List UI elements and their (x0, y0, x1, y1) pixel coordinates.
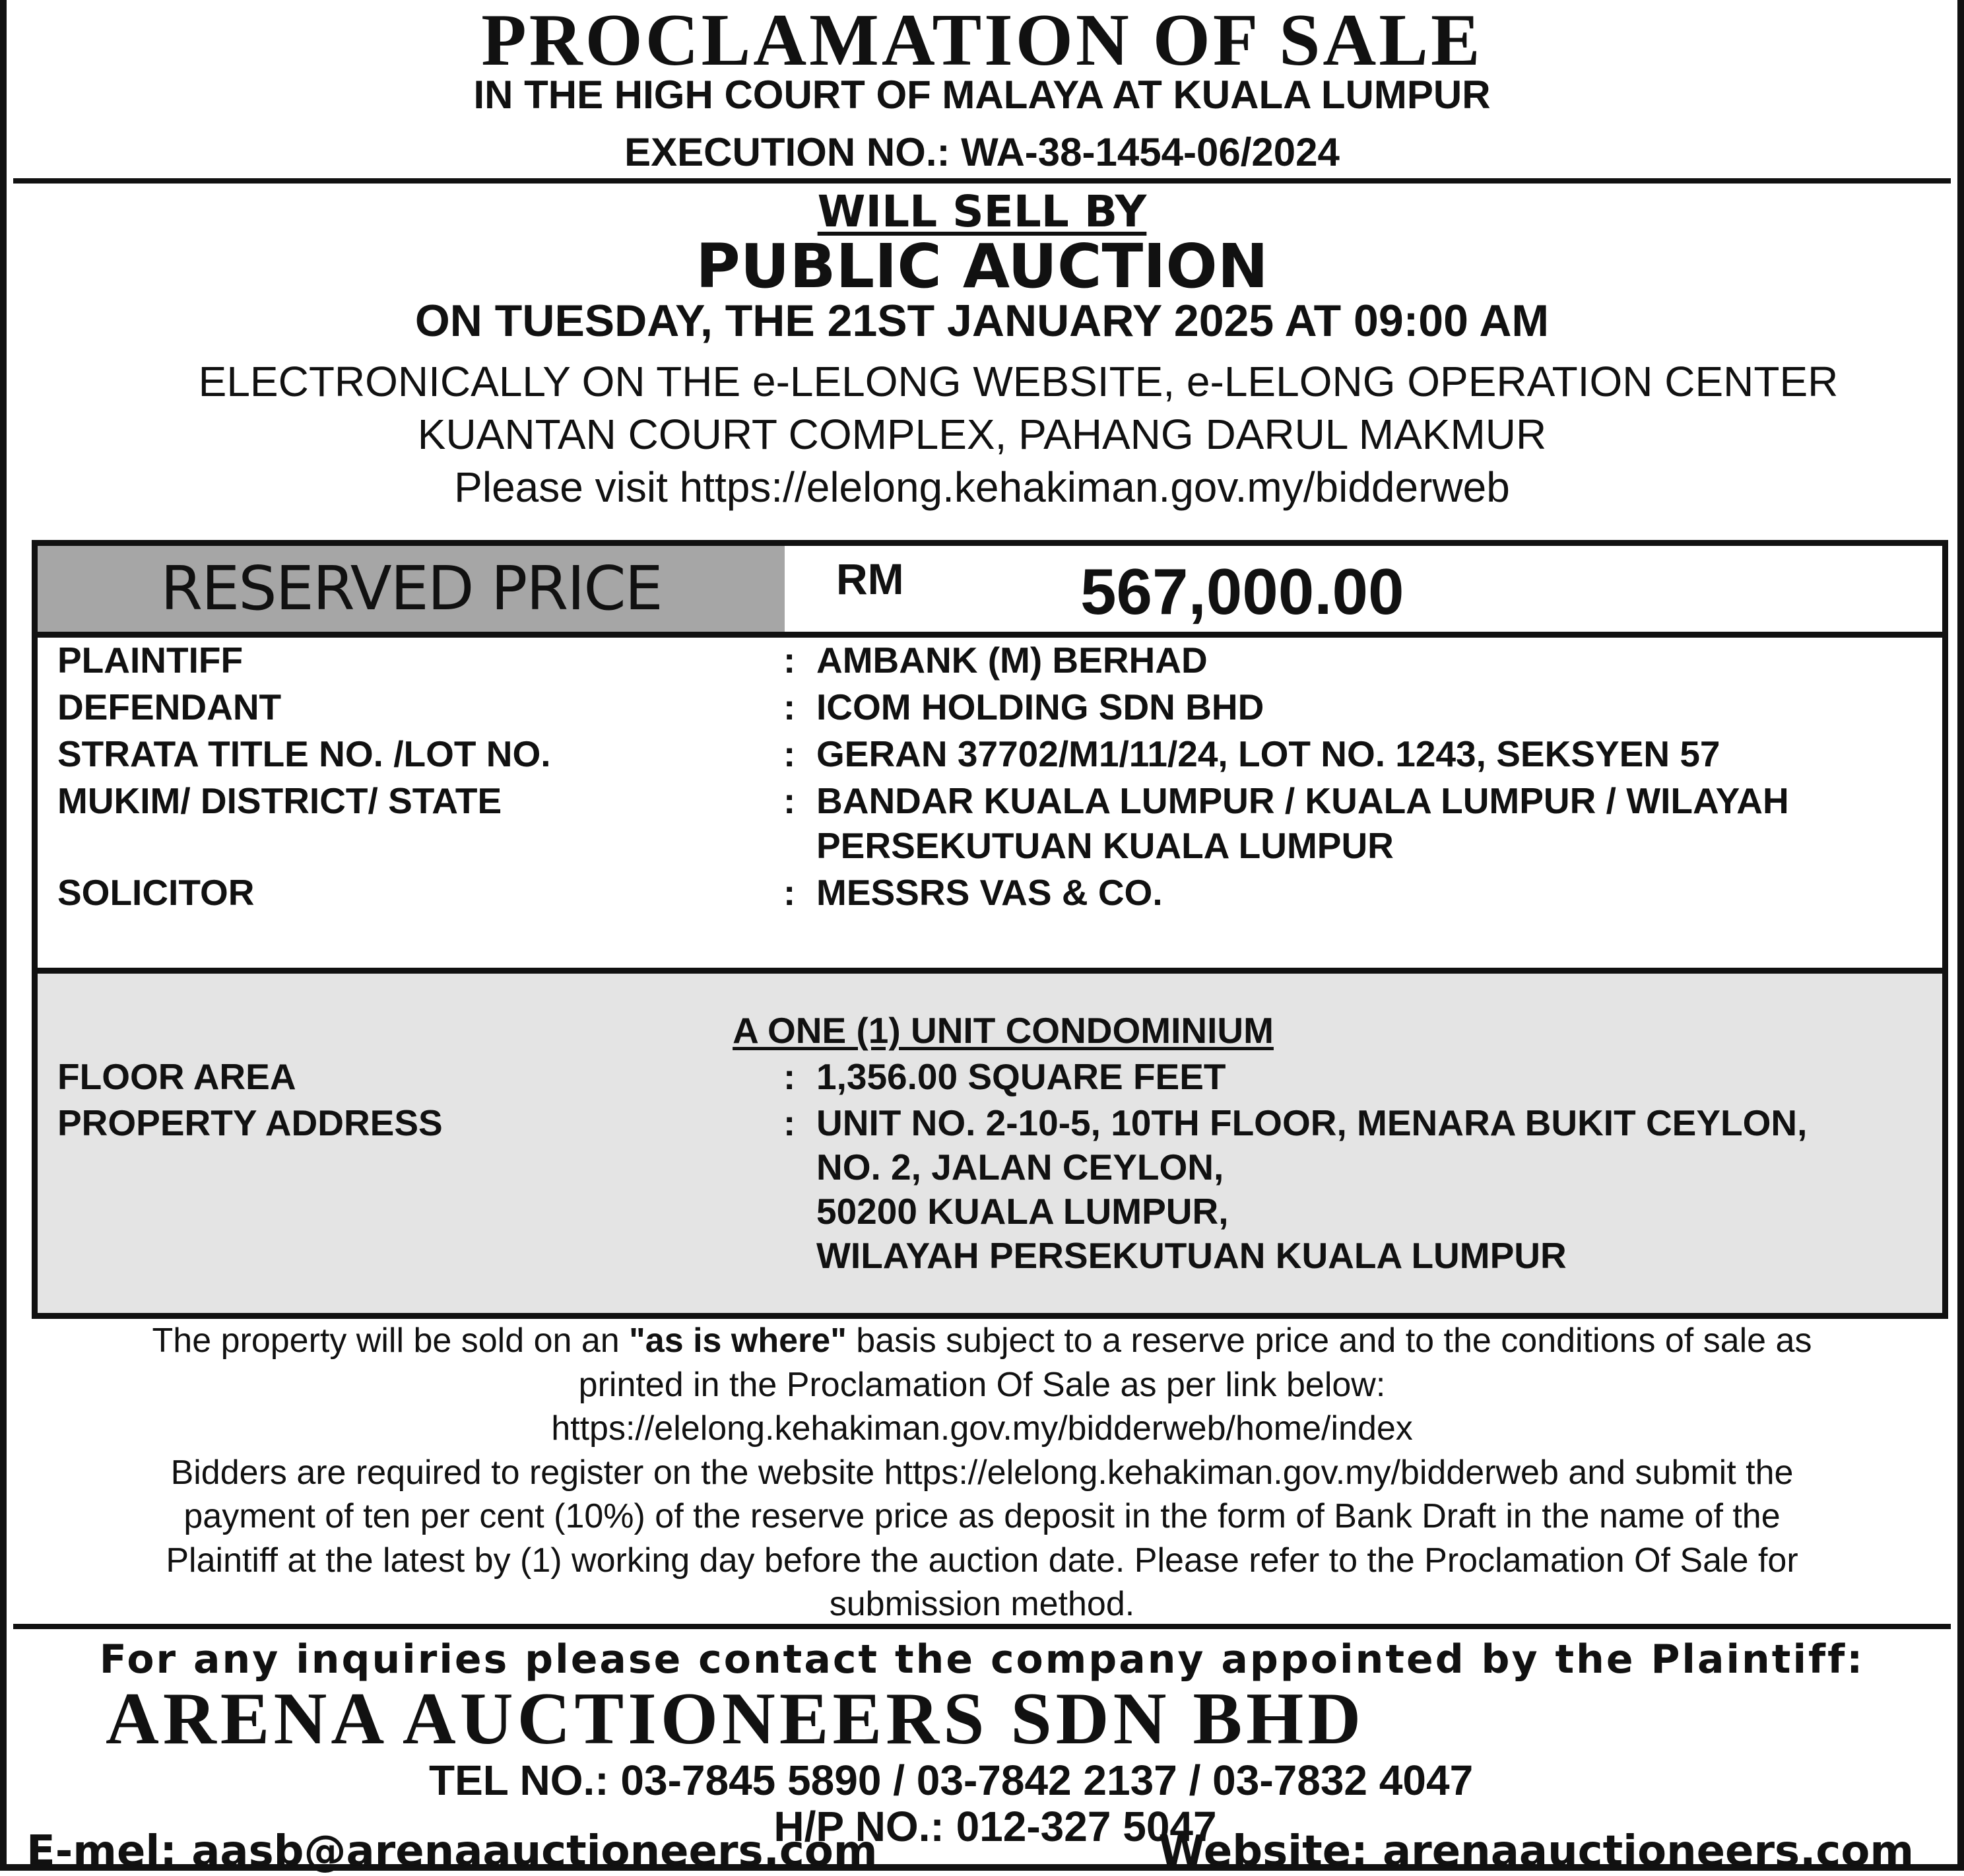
property-address-label: PROPERTY ADDRESS (57, 1102, 443, 1143)
notes-line: Bidders are required to register on the website https://elelong.kehakiman.gov.my/bidderweb and submit the (170, 1453, 1794, 1492)
notes-line: Plaintiff at the latest by (1) working day before the auction date. Please refer to the Proclamation Of Sale for (166, 1541, 1798, 1580)
header (13, 0, 1951, 184)
telephone-numbers: TEL NO.: 03-7845 5890 / 03-7842 2137 / 03-7832 4047 (429, 1757, 1474, 1804)
solicitor-value: MESSRS VAS & CO. (816, 872, 1163, 913)
colon: : (783, 1056, 796, 1097)
notes-link: https://elelong.kehakiman.gov.my/bidderweb/home/index (551, 1409, 1413, 1448)
property-address-line: NO. 2, JALAN CEYLON, (816, 1147, 1224, 1188)
solicitor-label: SOLICITOR (57, 872, 255, 913)
property-address-line: 50200 KUALA LUMPUR, (816, 1191, 1229, 1232)
contact-footer (13, 1624, 1951, 1876)
colon: : (783, 1102, 796, 1143)
colon: : (783, 872, 796, 913)
plaintiff-label: PLAINTIFF (57, 640, 244, 681)
colon: : (783, 640, 796, 681)
property-address-line: UNIT NO. 2-10-5, 10TH FLOOR, MENARA BUKIT CEYLON, (816, 1102, 1808, 1143)
floor-area-label: FLOOR AREA (57, 1056, 296, 1097)
mukim-district-state-label: MUKIM/ DISTRICT/ STATE (57, 780, 502, 821)
property-section (38, 974, 1942, 1313)
plaintiff-value: AMBANK (M) BERHAD (816, 640, 1208, 681)
colon: : (783, 780, 796, 821)
defendant-label: DEFENDANT (57, 687, 282, 727)
mukim-district-state-value-cont: PERSEKUTUAN KUALA LUMPUR (816, 825, 1394, 866)
page-title: PROCLAMATION OF SALE (481, 0, 1483, 81)
notes-bold-text: "as is where" (629, 1322, 847, 1360)
reserved-price-row (38, 546, 1942, 638)
colon: : (783, 687, 796, 727)
court-name: IN THE HIGH COURT OF MALAYA AT KUALA LUMPUR (473, 73, 1491, 117)
notes-text: basis subject to a reserve price and to the conditions of sale as (846, 1322, 1812, 1360)
floor-area-value: 1,356.00 SQUARE FEET (816, 1056, 1226, 1097)
mukim-district-state-value: BANDAR KUALA LUMPUR / KUALA LUMPUR / WILAYAH (816, 780, 1789, 821)
property-heading (38, 1008, 1942, 1053)
auction-datetime: ON TUESDAY, THE 21ST JANUARY 2025 AT 09:00 AM (414, 296, 1550, 346)
auction-location-line: ELECTRONICALLY ON THE e-LELONG WEBSITE, e-LELONG OPERATION CENTER (198, 358, 1839, 405)
reserved-price-amount: 567,000.00 (1080, 555, 1404, 628)
auction-location-line: KUANTAN COURT COMPLEX, PAHANG DARUL MAKMUR (417, 411, 1547, 458)
sale-conditions-notes (20, 1319, 1944, 1626)
email-address: E-mel: aasb@arenaauctioneers.com (26, 1827, 878, 1876)
auction-method: PUBLIC AUCTION (696, 231, 1268, 302)
execution-number: EXECUTION NO.: WA-38-1454-06/2024 (624, 130, 1340, 174)
details-table (32, 540, 1948, 1319)
notes-line: submission method. (829, 1585, 1135, 1623)
company-name: ARENA AUCTIONEERS SDN BHD (106, 1678, 1365, 1760)
property-heading-text: A ONE (1) UNIT CONDOMINIUM (733, 1010, 1274, 1051)
title-lot-label: STRATA TITLE NO. /LOT NO. (57, 733, 551, 774)
currency-label: RM (836, 554, 904, 603)
property-address-line: WILAYAH PERSEKUTUAN KUALA LUMPUR (816, 1235, 1567, 1276)
title-lot-value: GERAN 37702/M1/11/24, LOT NO. 1243, SEKSYEN 57 (816, 733, 1720, 774)
website-address: Website: arenaauctioneers.com (1158, 1827, 1914, 1876)
inquiry-text: For any inquiries please contact the company appointed by the Plaintiff: (99, 1636, 1865, 1683)
notes-line: printed in the Proclamation Of Sale as per link below: (578, 1365, 1386, 1404)
colon: : (783, 733, 796, 774)
auction-website-line: Please visit https://elelong.kehakiman.gov.my/bidderweb (454, 463, 1510, 511)
defendant-value: ICOM HOLDING SDN BHD (816, 687, 1264, 727)
notes-line: payment of ten per cent (10%) of the reserve price as deposit in the form of Bank Draft in the name of the (183, 1497, 1781, 1535)
will-sell-by-text: WILL SELL BY (817, 186, 1147, 237)
will-sell-by-heading (13, 186, 1951, 238)
reserved-price-label: RESERVED PRICE (38, 546, 785, 632)
notes-line (20, 1319, 1944, 1363)
notes-text: The property will be sold on an (152, 1322, 630, 1360)
parties-section (38, 638, 1942, 974)
handphone-number: H/P NO.: 012-327 5047 (773, 1803, 1217, 1850)
